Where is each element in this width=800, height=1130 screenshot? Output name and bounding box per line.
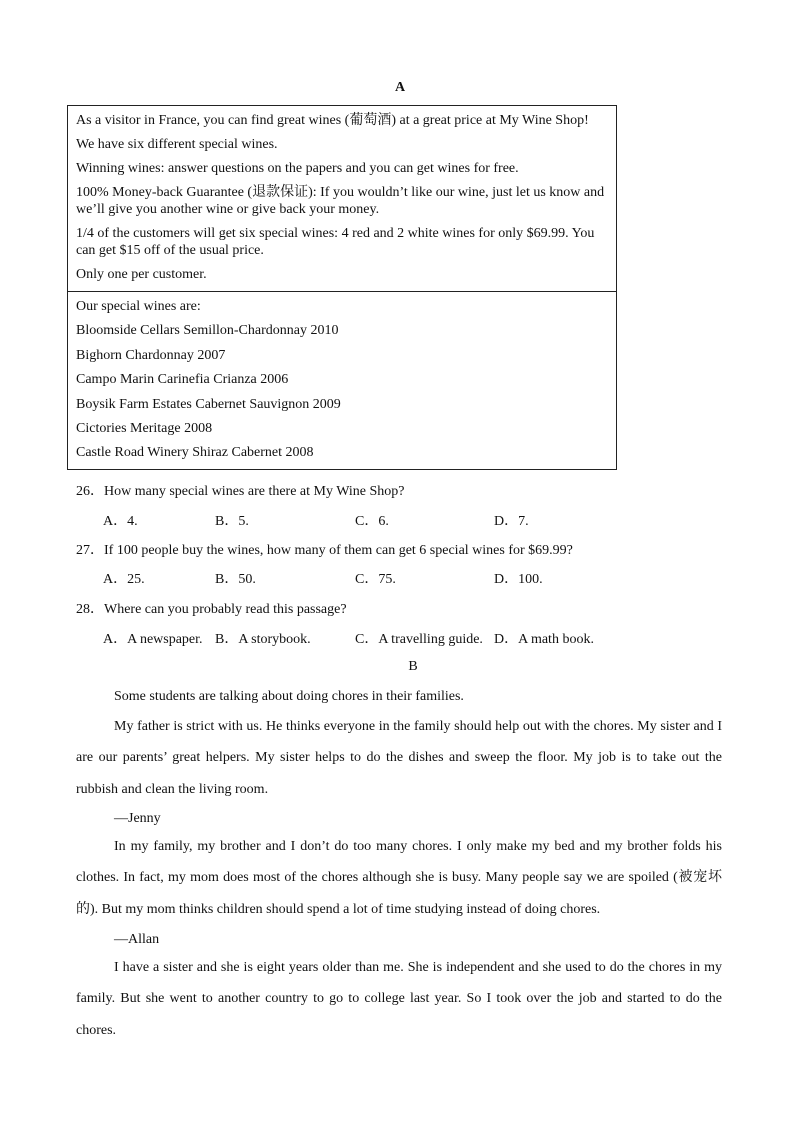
option-b: B．50. xyxy=(215,572,256,587)
ad-wine-list-section xyxy=(68,291,616,469)
question-27-options xyxy=(76,571,736,588)
ad-line-guarantee: 100% Money-back Guarantee (退款保证): If you wouldn’t like our wine, just let us know and we’ll give you another wine or give back your money. xyxy=(76,185,605,217)
signature-allan: —Allan xyxy=(114,932,160,947)
ad-line-six-wines: We have six different special wines. xyxy=(76,137,278,152)
paragraph-third-student: I have a sister and she is eight years older than me. She is independent and she used to do the chores in my family. But she went to another country to go to college last year. So I took over the job and started to do the chores. xyxy=(76,960,722,1038)
ad-line-one-per-customer: Only one per customer. xyxy=(76,267,207,282)
option-d: D．A math book. xyxy=(494,632,594,647)
paragraph-jenny: My father is strict with us. He thinks everyone in the family should help out with the chores. My sister and I are our parents’ great helpers. My sister helps to do the dishes and sweep the floor. My job is to take out the rubbish and clean the living room. xyxy=(76,719,722,797)
section-b-heading: B xyxy=(408,659,418,674)
ad-offer-section xyxy=(68,106,616,291)
wine-list-intro: Our special wines are: xyxy=(76,299,201,314)
wine-shop-ad xyxy=(67,105,617,470)
wine-item: Cictories Meritage 2008 xyxy=(76,420,213,436)
option-d: D．7. xyxy=(494,514,529,529)
option-c: C．75. xyxy=(355,572,396,587)
paragraph-allan: In my family, my brother and I don’t do too many chores. I only make my bed and my brother folds his clothes. In fact, my mom does most of the chores although she is busy. Many people say we are spoiled (被宠坏的). But my mom thinks children should spend a lot of time studying instead of doing chores. xyxy=(76,839,722,917)
question-28-options xyxy=(76,631,736,648)
option-a: A．A newspaper. xyxy=(103,632,203,647)
question-26-options xyxy=(76,513,736,530)
ad-line-quarter-customers: 1/4 of the customers will get six special wines: 4 red and 2 white wines for only $69.99. You can get $15 off of the usual price. xyxy=(76,226,595,258)
ad-line-winning-wines: Winning wines: answer questions on the papers and you can get wines for free. xyxy=(76,161,519,176)
option-a: A．4. xyxy=(103,514,138,529)
wine-item: Castle Road Winery Shiraz Cabernet 2008 xyxy=(76,445,314,461)
section-a-heading: A xyxy=(394,80,406,95)
question-28: 28．Where can you probably read this passage? xyxy=(76,602,347,617)
option-a: A．25. xyxy=(103,572,145,587)
option-b: B．A storybook. xyxy=(215,632,311,647)
option-b: B．5. xyxy=(215,514,249,529)
option-c: C．6. xyxy=(355,514,389,529)
question-26: 26．How many special wines are there at My Wine Shop? xyxy=(76,484,405,499)
section-b-intro: Some students are talking about doing chores in their families. xyxy=(114,689,464,704)
ad-line-visitor: As a visitor in France, you can find great wines (葡萄酒) at a great price at My Wine Shop! xyxy=(76,113,589,128)
signature-jenny: —Jenny xyxy=(114,811,161,826)
option-d: D．100. xyxy=(494,572,543,587)
wine-item: Boysik Farm Estates Cabernet Sauvignon 2009 xyxy=(76,396,341,412)
question-27: 27．If 100 people buy the wines, how many of them can get 6 special wines for $69.99? xyxy=(76,543,573,558)
wine-item: Bighorn Chardonnay 2007 xyxy=(76,347,226,363)
option-c: C．A travelling guide. xyxy=(355,632,483,647)
wine-item: Bloomside Cellars Semillon-Chardonnay 2010 xyxy=(76,323,339,339)
wine-item: Campo Marin Carinefia Crianza 2006 xyxy=(76,372,289,388)
